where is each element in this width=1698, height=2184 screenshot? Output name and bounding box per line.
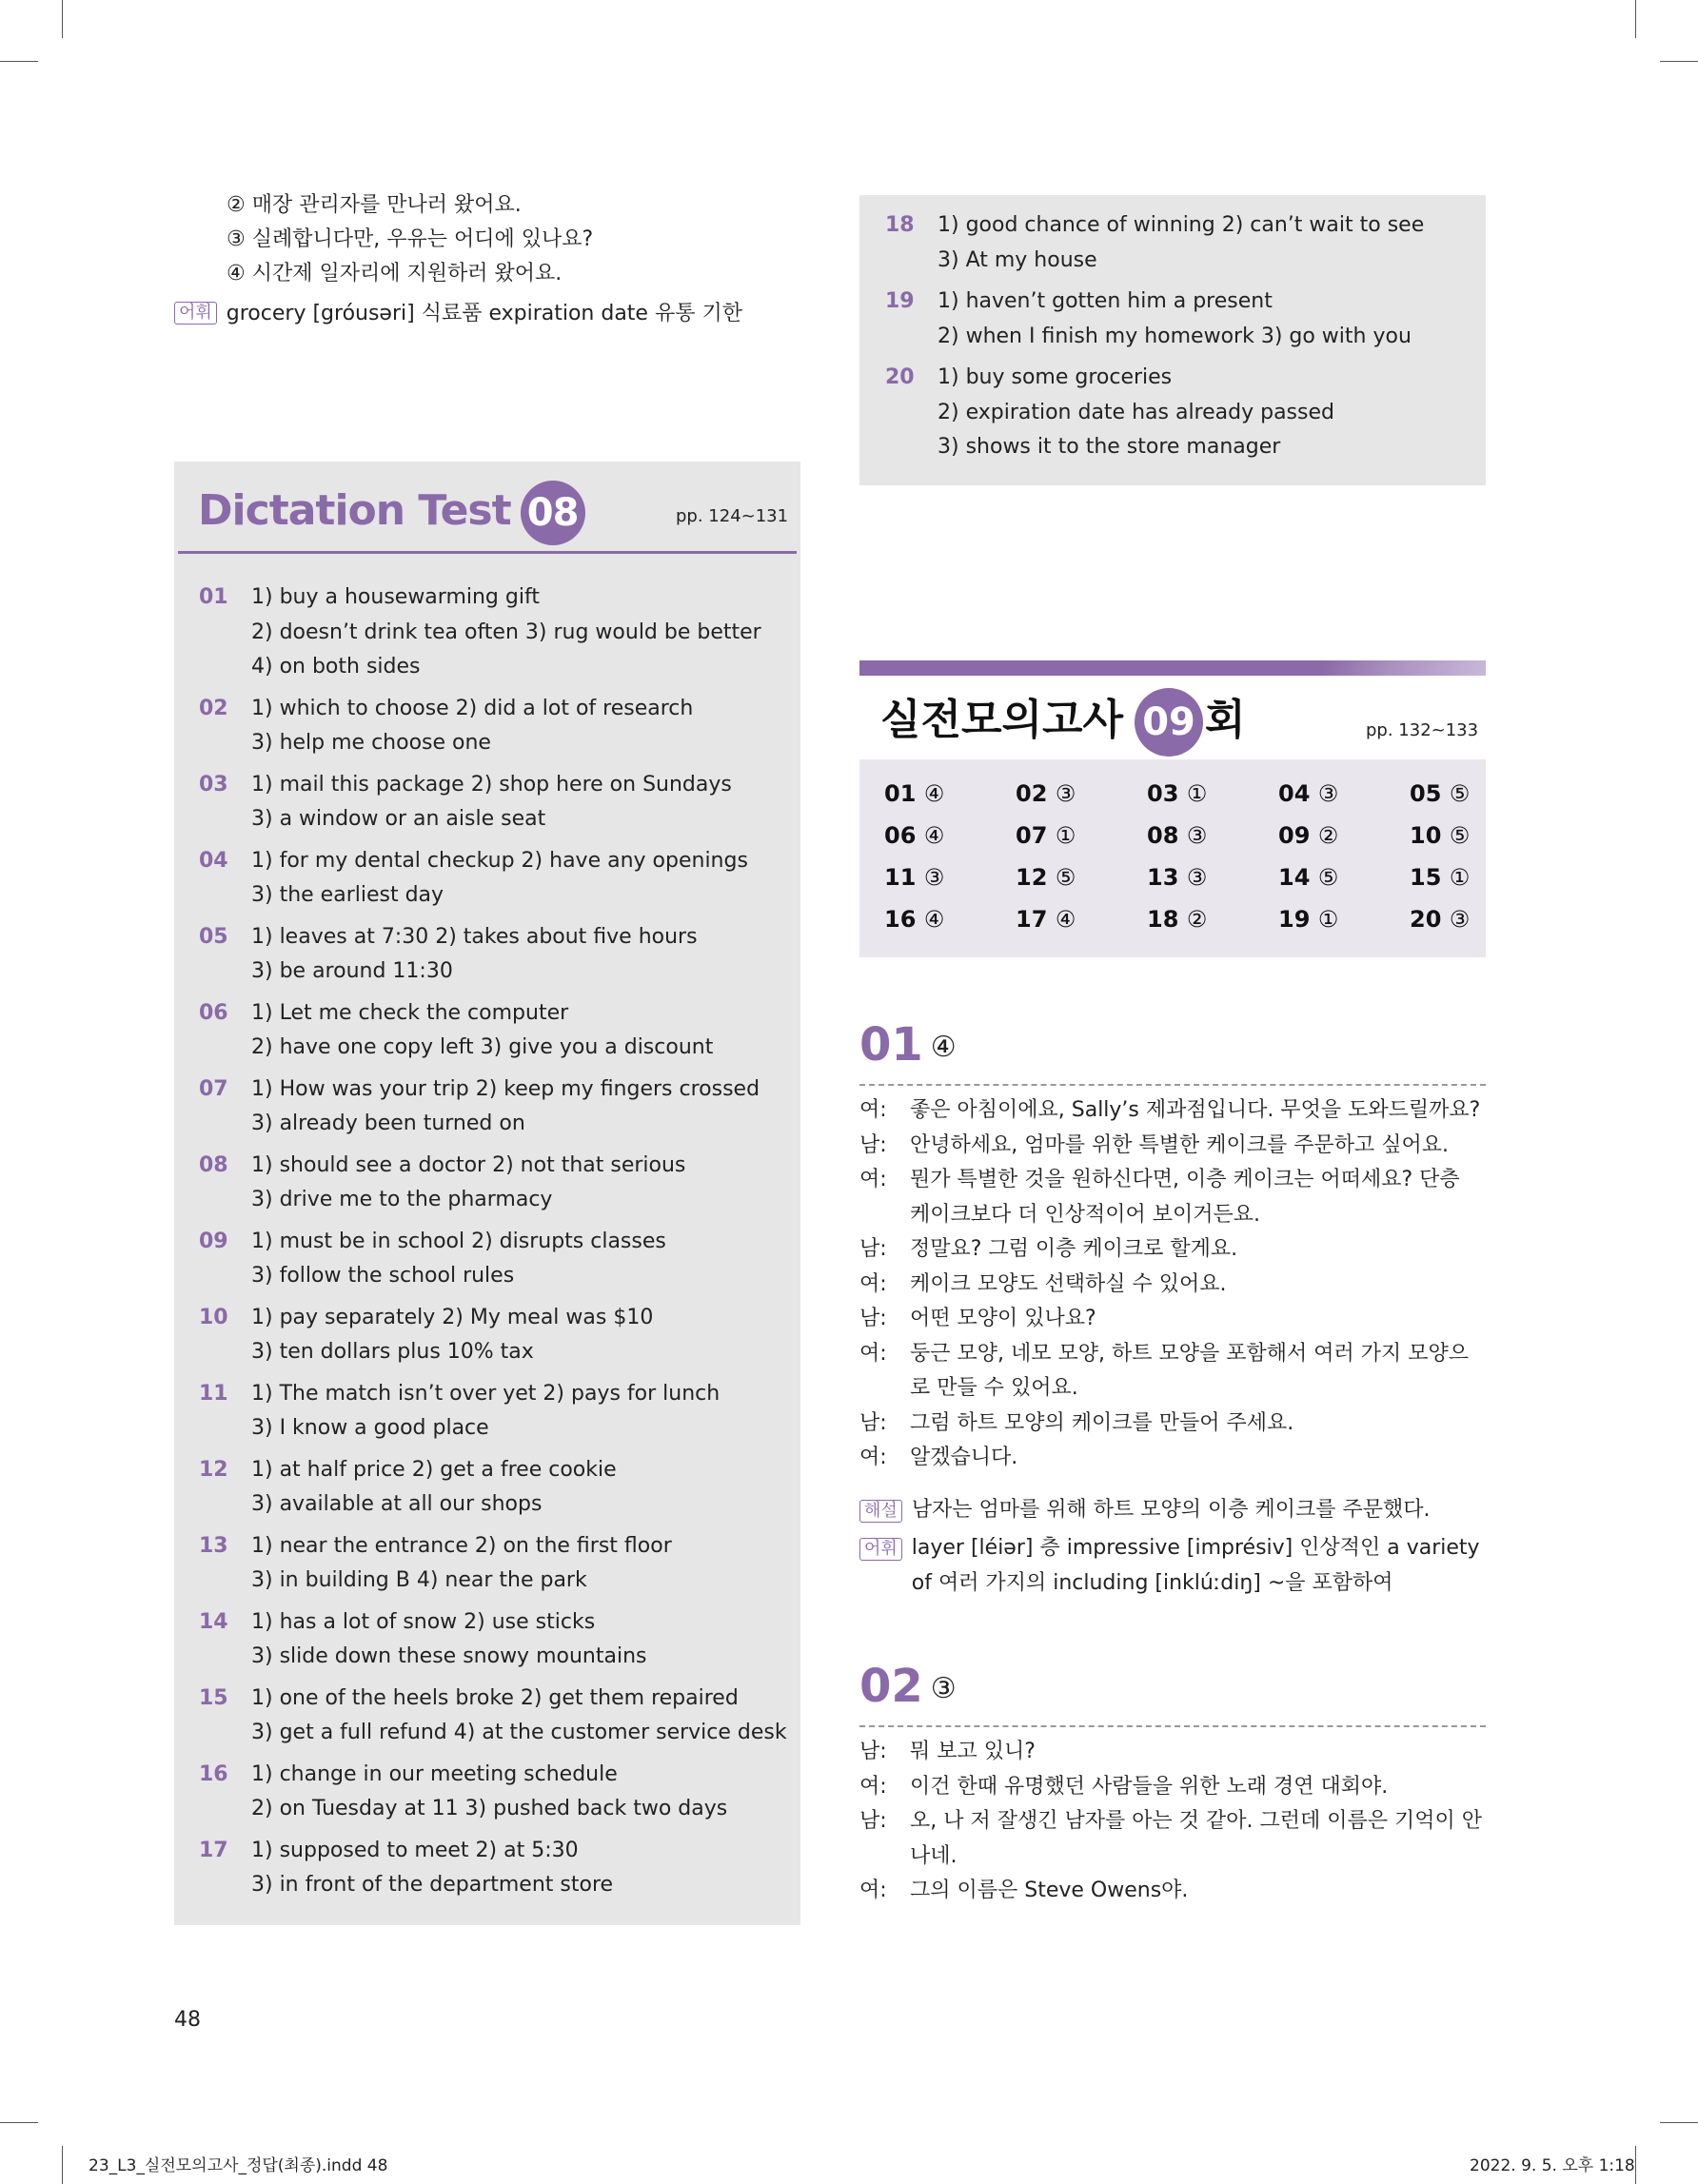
item-number: 19 (885, 289, 915, 313)
answer-line: 3) already been turned on (251, 1112, 525, 1135)
item-number: 06 (199, 1000, 228, 1025)
crop-mark (1635, 0, 1636, 38)
item-answers (251, 1834, 613, 1903)
crop-mark (0, 61, 38, 62)
dictation-title-text: Dictation Test (198, 486, 511, 535)
speaker-label: 여: (859, 1341, 887, 1366)
answer-key-choice: ③ (1055, 780, 1076, 807)
speaker-label: 여: (859, 1098, 887, 1122)
answer-line: 3) a window or an aisle seat (251, 807, 546, 831)
answer-line: 2) have one copy left 3) give you a discount (251, 1035, 714, 1059)
answer-line: 1) good chance of winning 2) can’t wait to see (938, 213, 1425, 237)
answer-line: 3) in building B 4) near the park (251, 1568, 587, 1592)
answer-key-choice: ⑤ (1317, 864, 1339, 891)
dictation-item (199, 920, 789, 990)
answer-line: 1) for my dental checkup 2) have any openings (251, 848, 748, 873)
answer-line: 1) leaves at 7:30 2) takes about five hours (251, 924, 698, 949)
dictation-item (199, 1682, 789, 1751)
speaker-label: 남: (859, 1132, 887, 1157)
crop-mark (1660, 2122, 1698, 2123)
answer-key-question: 13 (1147, 864, 1179, 891)
dialogue-line (859, 1441, 1486, 1476)
answer-key-cell (1016, 904, 1147, 935)
dialogue-line (859, 1232, 1486, 1268)
speaker-label: 여: (859, 1879, 887, 1902)
dialogue-text: 알겠습니다. (910, 1446, 1018, 1469)
answer-key-question: 06 (884, 822, 917, 849)
answer-line: 3) At my house (938, 247, 1097, 272)
dialogue-line (859, 1735, 1486, 1770)
dictation-header (174, 462, 800, 557)
item-answers (251, 1149, 685, 1218)
question-answer: ④ (930, 1031, 957, 1064)
explanation-tag: 해설 (859, 1500, 902, 1523)
dialogue-text: 뭔가 특별한 것을 원하신다면, 이층 케이크는 어떠세요? 단층 케이크보다 더 인상적이어 보이거든요. (910, 1168, 1460, 1227)
answer-key-question: 11 (884, 864, 917, 891)
speaker-label: 여: (859, 1168, 887, 1191)
speaker-label: 남: (859, 1307, 887, 1330)
dictation-item (199, 1834, 789, 1903)
answer-key-cell (1410, 904, 1541, 935)
answer-line: 3) be around 11:30 (251, 959, 453, 983)
crop-mark (1660, 61, 1698, 62)
answer-line: 1) buy a housewarming gift (251, 585, 540, 609)
answer-line: 2) on Tuesday at 11 3) pushed back two days (251, 1797, 728, 1820)
dialogue-line (859, 1874, 1486, 1909)
answer-key-choice: ⑤ (1055, 864, 1076, 891)
question-heading (859, 1660, 1486, 1716)
option-line: ② 매장 관리자를 만나러 왔어요. (227, 193, 522, 217)
answer-line: 1) pay separately 2) My meal was $10 (251, 1305, 654, 1329)
item-answers (251, 920, 698, 990)
answer-key-grid (859, 759, 1486, 957)
item-answers (251, 580, 761, 685)
item-number: 04 (199, 848, 228, 873)
question-number: 02 (859, 1660, 923, 1713)
dictation-item (199, 1072, 789, 1142)
dictation-item (199, 1225, 789, 1294)
item-number: 07 (199, 1076, 228, 1101)
item-answers (251, 1758, 727, 1827)
dialogue-text: 오, 나 저 잘생긴 남자를 아는 것 같아. 그런데 이름은 기억이 안 나네. (910, 1809, 1482, 1868)
answer-key-choice: ② (1186, 906, 1208, 933)
item-number: 20 (885, 365, 915, 389)
dialogue-line (859, 1302, 1486, 1337)
answer-key-cell (1016, 862, 1147, 894)
answer-key-cell (1147, 904, 1278, 935)
answer-key-choice: ③ (1186, 864, 1208, 891)
item-answers (251, 1605, 646, 1675)
crop-mark (62, 2146, 63, 2184)
crop-mark (1635, 2146, 1636, 2184)
answer-key-choice: ⑤ (1449, 822, 1471, 849)
item-number: 14 (199, 1609, 228, 1634)
dialogue-text: 뭐 보고 있니? (910, 1740, 1036, 1763)
mock-test-title (880, 685, 1246, 757)
dialogue-line (859, 1093, 1486, 1129)
vocab-text: layer [léiər] 층 impressive [imprésiv] 인상적인 a variety of 여러 가지의 including [inklúːdiŋ] ~을 포함하여 (911, 1536, 1480, 1595)
explanation (859, 1493, 1486, 1528)
dialogue-text: 어떤 모양이 있나요? (910, 1307, 1096, 1330)
dialogue-line (859, 1804, 1486, 1874)
dialogue-text: 그럼 하트 모양의 케이크를 만들어 주세요. (910, 1410, 1294, 1435)
item-answers (251, 1453, 617, 1523)
answer-line: 3) available at all our shops (251, 1492, 543, 1516)
answer-key-question: 12 (1016, 864, 1048, 891)
item-number: 16 (199, 1761, 228, 1786)
answer-key-cells (884, 778, 1474, 935)
answer-key-question: 16 (884, 906, 917, 933)
answer-line: 1) which to choose 2) did a lot of research (251, 696, 694, 720)
answer-key-choice: ③ (1186, 822, 1208, 849)
answer-key-question: 14 (1278, 864, 1311, 891)
mock-page-range: pp. 132~133 (1366, 720, 1479, 740)
answer-key-cell (1410, 862, 1541, 894)
dictation-item (885, 361, 1475, 465)
question-answer: ③ (930, 1672, 957, 1705)
answer-key-question: 10 (1410, 822, 1442, 849)
dictation-item (199, 1149, 789, 1218)
answer-key-question: 04 (1278, 780, 1311, 807)
dictation-item (199, 1301, 789, 1370)
crop-mark (0, 2122, 38, 2123)
dialogue-line (859, 1407, 1486, 1442)
dialogue-text: 정말요? 그럼 이층 케이크로 할게요. (910, 1237, 1238, 1261)
dialogue-text: 케이크 모양도 선택하실 수 있어요. (910, 1271, 1227, 1296)
dictation-panel (174, 462, 800, 1925)
item-answers (938, 361, 1334, 465)
item-answers (251, 1072, 760, 1142)
explanation-text: 남자는 엄마를 위해 하트 모양의 이층 케이크를 주문했다. (911, 1497, 1431, 1522)
answer-key-choice: ① (1055, 822, 1076, 849)
answer-key-cell (1016, 820, 1147, 852)
item-number: 05 (199, 924, 228, 949)
answer-key-choice: ① (1317, 906, 1339, 933)
answer-key-question: 01 (884, 780, 917, 807)
speaker-label: 여: (859, 1271, 887, 1296)
dashed-divider (859, 1084, 1486, 1086)
answer-line: 1) one of the heels broke 2) get them repaired (251, 1685, 739, 1710)
vocab-line (174, 297, 840, 331)
answer-line: 1) change in our meeting schedule (251, 1761, 618, 1786)
answer-line: 3) drive me to the pharmacy (251, 1188, 553, 1211)
footer-filename: 23_L3_실전모의고사_정답(최종).indd 48 (89, 2156, 388, 2175)
vocab-note (859, 1531, 1486, 1601)
item-number: 18 (885, 213, 915, 237)
item-number: 01 (199, 585, 228, 609)
answer-key-choice: ③ (1449, 906, 1471, 933)
dialogue-text: 좋은 아침이에요, Sally’s 제과점입니다. 무엇을 도와드릴까요? (910, 1098, 1481, 1122)
answer-key-question: 19 (1278, 906, 1311, 933)
answer-key-cell (1410, 820, 1541, 852)
answer-key-choice: ④ (923, 780, 945, 807)
dictation-item (199, 1377, 789, 1446)
dictation-rule (178, 551, 797, 554)
answer-line: 3) get a full refund 4) at the customer service desk (251, 1721, 787, 1744)
vocab-text: grocery [gróusəri] 식료품 expiration date 유통 기한 (226, 302, 742, 325)
answer-line: 3) ten dollars plus 10% tax (251, 1340, 534, 1364)
answer-key-choice: ③ (923, 864, 945, 891)
dialogue-line (859, 1337, 1486, 1407)
answer-line: 3) slide down these snowy mountains (251, 1644, 647, 1668)
answer-line: 1) mail this package 2) shop here on Sundays (251, 772, 732, 797)
dialogue-line (859, 1770, 1486, 1805)
answer-line: 3) help me choose one (251, 731, 491, 755)
answer-key-cell (1278, 862, 1410, 894)
bar-stripe (1324, 660, 1486, 676)
answer-key-question: 05 (1410, 780, 1442, 807)
answer-key-question: 09 (1278, 822, 1311, 849)
item-number: 11 (199, 1381, 228, 1406)
dictation-item (199, 1605, 789, 1675)
mock-number-badge: 09 (1135, 688, 1203, 757)
answer-line: 3) I know a good place (251, 1416, 489, 1440)
answer-key-question: 08 (1147, 822, 1179, 849)
answer-key-choice: ① (1449, 864, 1471, 891)
item-number: 02 (199, 696, 228, 720)
answer-key-question: 15 (1410, 864, 1442, 891)
mock-title-prefix: 실전모의고사 (880, 696, 1124, 744)
item-answers (938, 285, 1412, 354)
vocab-tag: 어휘 (174, 302, 217, 325)
option-line: ④ 시간제 일자리에 지원하러 왔어요. (227, 262, 563, 285)
answer-key-question: 03 (1147, 780, 1179, 807)
dialogue-text: 안녕하세요, 엄마를 위한 특별한 케이크를 주문하고 싶어요. (910, 1132, 1449, 1157)
answer-key-cell (1410, 778, 1541, 810)
crop-mark (62, 0, 63, 38)
item-answers (251, 692, 693, 761)
dialogue-line (859, 1129, 1486, 1164)
item-number: 17 (199, 1838, 228, 1862)
item-answers (251, 1301, 653, 1370)
item-answers (251, 1529, 672, 1599)
option-line: ③ 실례합니다만, 우유는 어디에 있나요? (227, 227, 594, 251)
answer-line: 1) at half price 2) get a free cookie (251, 1457, 617, 1482)
question-02-section (859, 1660, 1486, 1909)
answer-line: 3) follow the school rules (251, 1264, 515, 1288)
answer-key-choice: ⑤ (1449, 780, 1471, 807)
answer-line: 4) on both sides (251, 655, 421, 679)
item-answers (251, 1682, 787, 1751)
vocab-tag: 어휘 (859, 1538, 902, 1561)
dictation-item (199, 768, 789, 837)
answer-line: 1) near the entrance 2) on the first floor (251, 1533, 672, 1558)
answer-key-question: 17 (1016, 906, 1048, 933)
answer-key-question: 18 (1147, 906, 1179, 933)
footer-timestamp: 2022. 9. 5. 오후 1:18 (1470, 2156, 1635, 2175)
answer-key-cell (884, 862, 1016, 894)
dictation-list (199, 580, 789, 1910)
answer-key-cell (884, 820, 1016, 852)
dialogue-line (859, 1163, 1486, 1232)
dictation-title (198, 481, 585, 545)
item-number: 15 (199, 1685, 228, 1710)
answer-key-question: 02 (1016, 780, 1048, 807)
speaker-label: 여: (859, 1446, 887, 1469)
dictation-item (199, 1758, 789, 1827)
dictation-item (199, 1453, 789, 1523)
answer-key-choice: ② (1317, 822, 1339, 849)
speaker-label: 여: (859, 1774, 887, 1799)
item-number: 10 (199, 1305, 228, 1329)
question-heading (859, 1018, 1486, 1074)
answer-line: 2) expiration date has already passed (938, 400, 1334, 424)
answer-key-question: 07 (1016, 822, 1048, 849)
question-01-section (859, 1018, 1486, 1601)
dictation-item (199, 1529, 789, 1599)
answer-line: 3) shows it to the store manager (938, 435, 1281, 459)
answer-key-cell (1147, 778, 1278, 810)
dictation-item (199, 692, 789, 761)
answer-line: 1) supposed to meet 2) at 5:30 (251, 1838, 579, 1862)
dictation-continuation-panel (859, 195, 1486, 485)
answer-key-cell (884, 904, 1016, 935)
dictation-item (199, 844, 789, 914)
item-number: 09 (199, 1229, 228, 1253)
answer-line: 1) How was your trip 2) keep my fingers crossed (251, 1076, 760, 1101)
dialogue (859, 1735, 1486, 1909)
answer-key-cell (1147, 820, 1278, 852)
speaker-label: 남: (859, 1809, 887, 1833)
answer-line: 3) in front of the department store (251, 1873, 614, 1897)
answer-line: 1) should see a doctor 2) not that serious (251, 1152, 686, 1177)
answer-key-question: 20 (1410, 906, 1442, 933)
answer-key-cell (1278, 820, 1410, 852)
answer-key-cell (1278, 904, 1410, 935)
answer-key-choice: ① (1186, 780, 1208, 807)
answer-line: 3) the earliest day (251, 883, 444, 907)
answer-key-choice: ③ (1317, 780, 1339, 807)
answer-line: 1) buy some groceries (938, 365, 1173, 389)
answer-key-cell (1278, 778, 1410, 810)
answer-key-choice: ④ (1055, 906, 1076, 933)
question-number: 01 (859, 1018, 923, 1072)
mock-title-suffix: 회 (1205, 696, 1246, 744)
answer-line: 1) Let me check the computer (251, 1000, 569, 1025)
item-number: 13 (199, 1533, 228, 1558)
answer-key-cell (1147, 862, 1278, 894)
item-answers (251, 844, 748, 914)
dialogue (859, 1093, 1486, 1476)
item-answers (251, 1225, 666, 1294)
answer-key-choice: ④ (923, 906, 945, 933)
dictation-item (199, 580, 789, 685)
item-number: 03 (199, 772, 228, 797)
mock-test-bar (859, 660, 1486, 676)
answer-line: 1) The match isn’t over yet 2) pays for lunch (251, 1381, 721, 1406)
dictation-page-range: pp. 124~131 (676, 506, 789, 526)
speaker-label: 남: (859, 1740, 887, 1763)
dialogue-text: 이건 한때 유명했던 사람들을 위한 노래 경연 대회야. (910, 1774, 1389, 1799)
item-answers (251, 1377, 720, 1446)
answer-line: 2) doesn’t drink tea often 3) rug would be better (251, 620, 761, 644)
item-answers (251, 996, 713, 1066)
dialogue-text: 그의 이름은 Steve Owens야. (910, 1879, 1189, 1902)
dictation-item (199, 996, 789, 1066)
answer-key-cell (884, 778, 1016, 810)
item-answers (938, 208, 1424, 278)
answer-line: 1) has a lot of snow 2) use sticks (251, 1609, 596, 1634)
dialogue-text: 둥근 모양, 네모 모양, 하트 모양을 포함해서 여러 가지 모양으로 만들 수 있어요. (910, 1341, 1469, 1400)
page-number: 48 (174, 2008, 201, 2032)
speaker-label: 남: (859, 1237, 887, 1261)
answer-key-choice: ④ (923, 822, 945, 849)
dictation-item (885, 285, 1475, 354)
dictation-continuation-list (885, 208, 1475, 472)
answer-line: 1) haven’t gotten him a present (938, 289, 1273, 313)
previous-answer-block (174, 188, 840, 331)
dictation-number-badge: 08 (521, 481, 585, 545)
answer-key-cell (1016, 778, 1147, 810)
item-number: 08 (199, 1152, 228, 1177)
answer-line: 1) must be in school 2) disrupts classes (251, 1229, 666, 1253)
speaker-label: 남: (859, 1410, 887, 1435)
item-number: 12 (199, 1457, 228, 1482)
dialogue-line (859, 1268, 1486, 1303)
answer-line: 2) when I finish my homework 3) go with you (938, 324, 1412, 348)
item-answers (251, 768, 732, 837)
dashed-divider (859, 1725, 1486, 1727)
dictation-item (885, 208, 1475, 278)
